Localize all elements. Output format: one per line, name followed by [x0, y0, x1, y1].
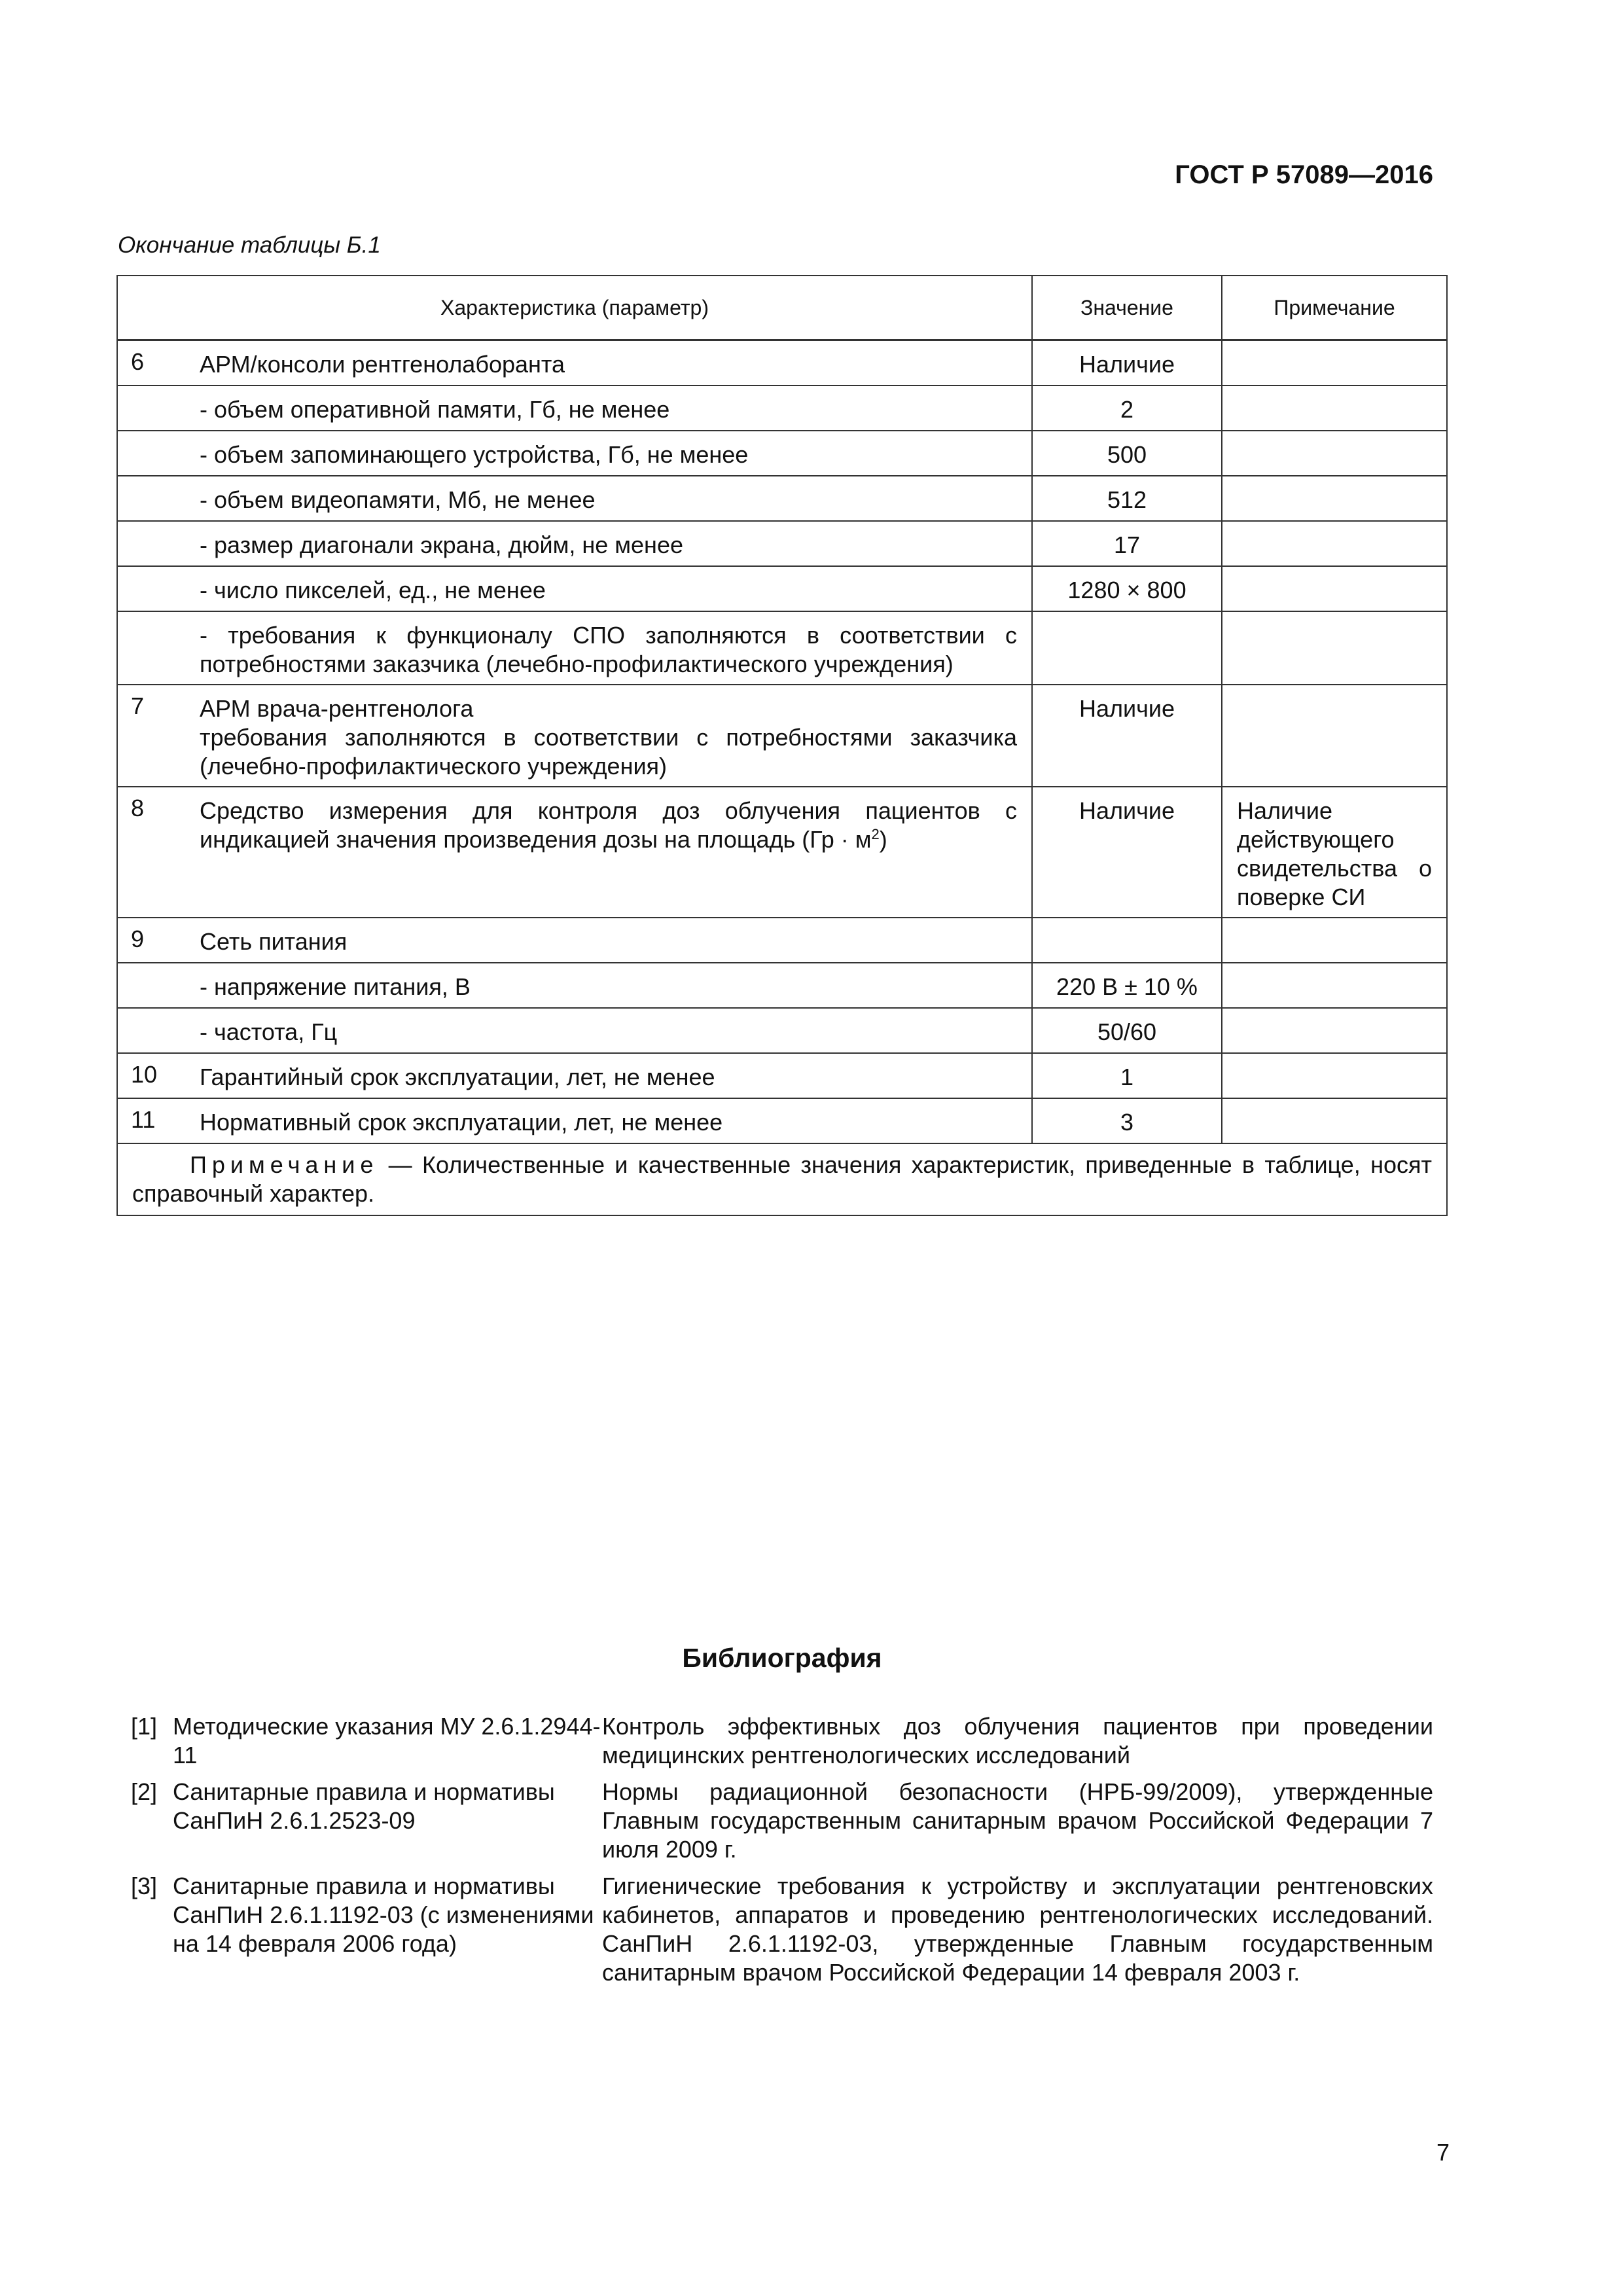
row-number	[117, 611, 198, 685]
table-row	[117, 1008, 1447, 1053]
row-note	[1222, 1098, 1447, 1143]
row-number	[117, 1008, 198, 1053]
bibliography-item-description: Контроль эффективных доз облучения пациентов при проведении медицинских рентгенологических исследований	[602, 1713, 1433, 1768]
row-value: 17	[1032, 521, 1222, 566]
row-note	[1222, 566, 1447, 611]
bibliography-item	[131, 1778, 1433, 1864]
row-characteristic: - объем видеопамяти, Мб, не менее	[198, 476, 1032, 521]
row-number: 8	[117, 787, 198, 918]
table-note	[117, 1143, 1447, 1215]
row-value: Наличие	[1032, 340, 1222, 386]
table-row	[117, 1053, 1447, 1098]
row-characteristic: Гарантийный срок эксплуатации, лет, не менее	[198, 1053, 1032, 1098]
row-characteristic	[198, 685, 1032, 787]
row-value: Наличие	[1032, 685, 1222, 787]
row-number	[117, 476, 198, 521]
table-row	[117, 476, 1447, 521]
row-characteristic: Сеть питания	[198, 918, 1032, 963]
bibliography-item-description: Нормы радиационной безопасности (НРБ-99/2009), утвержденные Главным государственным санитарным врачом Российской Федерации 7 июля 2009 г.	[602, 1778, 1433, 1863]
row-number: 6	[117, 340, 198, 386]
row-note	[1222, 918, 1447, 963]
table-row	[117, 918, 1447, 963]
bibliography-item-number: [2]	[131, 1778, 158, 1805]
row-number: 7	[117, 685, 198, 787]
bibliography-item-document: Методические указания МУ 2.6.1.2944-11	[173, 1713, 601, 1768]
row-note	[1222, 1008, 1447, 1053]
row-note	[1222, 521, 1447, 566]
table-row	[117, 685, 1447, 787]
row-note	[1222, 1053, 1447, 1098]
bibliography-item-description: Гигиенические требования к устройству и эксплуатации рентгеновских кабинетов, аппаратов и проведению рентгенологических исследований. СанПиН 2.6.1.1192-03, утвержденные Главным государственным санитарным врачом Российской Федерации 14 февраля 2003 г.	[602, 1873, 1433, 1986]
table-row	[117, 521, 1447, 566]
row-number: 11	[117, 1098, 198, 1143]
standard-designation: ГОСТ Р 57089—2016	[1175, 160, 1433, 189]
row-characteristic-text: Средство измерения для контроля доз облучения пациентов с индикацией значения произведения дозы на площадь (Гр · м	[200, 797, 1017, 853]
table-header-row	[117, 276, 1447, 340]
superscript: 2	[871, 826, 880, 842]
row-characteristic	[198, 787, 1032, 918]
table-row	[117, 787, 1447, 918]
row-characteristic: - напряжение питания, В	[198, 963, 1032, 1008]
row-characteristic: Нормативный срок эксплуатации, лет, не менее	[198, 1098, 1032, 1143]
row-value: 1	[1032, 1053, 1222, 1098]
row-note	[1222, 611, 1447, 685]
row-note	[1222, 386, 1447, 431]
row-characteristic-tail: )	[879, 826, 887, 853]
row-value: 2	[1032, 386, 1222, 431]
row-value: 512	[1032, 476, 1222, 521]
row-number	[117, 566, 198, 611]
table-row	[117, 963, 1447, 1008]
characteristics-table	[116, 275, 1448, 1216]
row-value: 1280 × 800	[1032, 566, 1222, 611]
row-characteristic: - объем оперативной памяти, Гб, не менее	[198, 386, 1032, 431]
table-row	[117, 340, 1447, 386]
bibliography-item-document: Санитарные правила и нормативы СанПиН 2.6.1.2523-09	[173, 1778, 555, 1834]
table-caption: Окончание таблицы Б.1	[118, 232, 381, 258]
table-row	[117, 1098, 1447, 1143]
table-note-text: — Количественные и качественные значения характеристик, приведенные в таблице, носят справочный характер.	[132, 1151, 1432, 1207]
row-note	[1222, 431, 1447, 476]
row-value: 3	[1032, 1098, 1222, 1143]
row-note	[1222, 340, 1447, 386]
row-number	[117, 386, 198, 431]
table-note-label: Примечание	[190, 1151, 379, 1178]
row-characteristic-detail: требования заполняются в соответствии с потребностями заказчика (лечебно-профилактического учреждения)	[200, 724, 1017, 780]
row-number: 9	[117, 918, 198, 963]
header-value: Значение	[1032, 276, 1222, 340]
table-row	[117, 566, 1447, 611]
bibliography-item-number: [3]	[131, 1873, 158, 1899]
row-characteristic: - требования к функционалу СПО заполняются в соответствии с потребностями заказчика (лечебно-профилактического учреждения)	[198, 611, 1032, 685]
bibliography-item-document: Санитарные правила и нормативы СанПиН 2.6.1.1192-03 (с изменениями на 14 февраля 2006 года)	[173, 1873, 594, 1957]
row-note	[1222, 963, 1447, 1008]
table-row	[117, 431, 1447, 476]
row-value: 500	[1032, 431, 1222, 476]
row-characteristic-title: АРМ врача-рентгенолога	[200, 695, 474, 722]
table-note-row	[117, 1143, 1447, 1215]
row-characteristic: АРМ/консоли рентгенолаборанта	[198, 340, 1032, 386]
header-note: Примечание	[1222, 276, 1447, 340]
row-value: 50/60	[1032, 1008, 1222, 1053]
row-value	[1032, 611, 1222, 685]
row-note	[1222, 476, 1447, 521]
row-number	[117, 521, 198, 566]
row-value: 220 В ± 10 %	[1032, 963, 1222, 1008]
row-value: Наличие	[1032, 787, 1222, 918]
row-note	[1222, 685, 1447, 787]
row-characteristic: - частота, Гц	[198, 1008, 1032, 1053]
row-note: Наличие действующего свидетельства о поверке СИ	[1222, 787, 1447, 918]
table-row	[117, 611, 1447, 685]
row-number: 10	[117, 1053, 198, 1098]
bibliography-item-number: [1]	[131, 1713, 158, 1740]
bibliography-item	[131, 1712, 1433, 1770]
bibliography-item	[131, 1872, 1433, 1987]
header-characteristic: Характеристика (параметр)	[117, 276, 1032, 340]
row-number	[117, 431, 198, 476]
bibliography-title: Библиография	[682, 1643, 882, 1673]
row-characteristic: - размер диагонали экрана, дюйм, не менее	[198, 521, 1032, 566]
row-number	[117, 963, 198, 1008]
bibliography-list	[131, 1712, 1433, 1995]
row-value	[1032, 918, 1222, 963]
table-row	[117, 386, 1447, 431]
page-number: 7	[1436, 2139, 1450, 2166]
row-characteristic: - объем запоминающего устройства, Гб, не менее	[198, 431, 1032, 476]
row-characteristic: - число пикселей, ед., не менее	[198, 566, 1032, 611]
